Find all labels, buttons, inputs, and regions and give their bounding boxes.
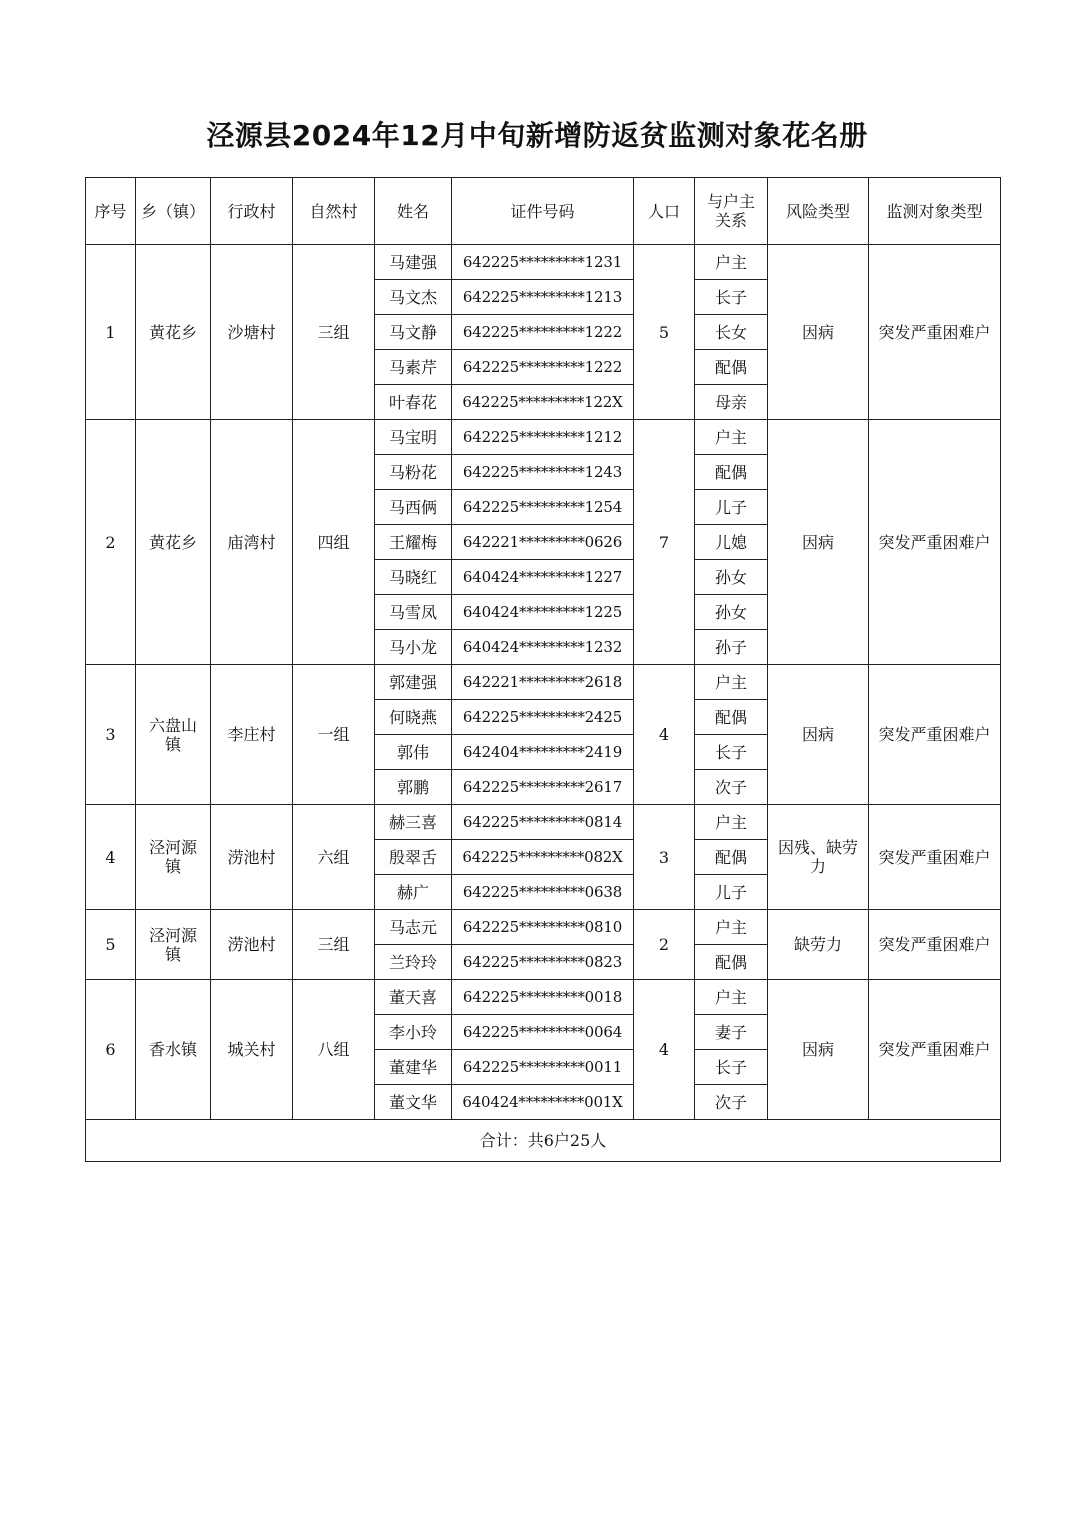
- member-relation: 长子: [695, 735, 768, 770]
- member-id-number: 642225*********0638: [452, 875, 634, 910]
- household-natural-village: 三组: [293, 245, 375, 420]
- header-seq: 序号: [86, 178, 136, 245]
- member-name: 马晓红: [375, 560, 452, 595]
- household-monitor-type: 突发严重困难户: [869, 420, 1001, 665]
- household-natural-village: 一组: [293, 665, 375, 805]
- member-row: [86, 910, 1001, 945]
- member-relation: 长女: [695, 315, 768, 350]
- household-risk-type: 因病: [768, 420, 869, 665]
- member-id-number: 642225*********2617: [452, 770, 634, 805]
- household-admin-village: 李庄村: [211, 665, 293, 805]
- member-relation: 户主: [695, 245, 768, 280]
- header-row: [86, 178, 1001, 245]
- page-title: 泾源县2024年12月中旬新增防返贫监测对象花名册: [206, 119, 868, 152]
- member-id-number: 642225*********082X: [452, 840, 634, 875]
- member-name: 赫广: [375, 875, 452, 910]
- member-id-number: 642225*********1212: [452, 420, 634, 455]
- total-row: [86, 1120, 1001, 1162]
- member-id-number: 642221*********0626: [452, 525, 634, 560]
- member-relation: 配偶: [695, 945, 768, 980]
- member-name: 董文华: [375, 1085, 452, 1120]
- total-summary: 合计：共6户25人: [86, 1120, 1001, 1162]
- member-name: 郭建强: [375, 665, 452, 700]
- household-monitor-type: 突发严重困难户: [869, 245, 1001, 420]
- member-relation: 次子: [695, 1085, 768, 1120]
- household-risk-type: 因病: [768, 665, 869, 805]
- member-name: 马建强: [375, 245, 452, 280]
- member-name: 王耀梅: [375, 525, 452, 560]
- header-relation: 与户主关系: [695, 178, 768, 245]
- roster-table: [85, 177, 1001, 1162]
- header-township: 乡（镇）: [136, 178, 211, 245]
- household-monitor-type: 突发严重困难户: [869, 665, 1001, 805]
- member-name: 郭鹏: [375, 770, 452, 805]
- header-monitor-type: 监测对象类型: [869, 178, 1001, 245]
- household-population: 4: [634, 980, 695, 1120]
- header-id-number: 证件号码: [452, 178, 634, 245]
- member-name: 兰玲玲: [375, 945, 452, 980]
- household-population: 4: [634, 665, 695, 805]
- household-risk-type: 缺劳力: [768, 910, 869, 980]
- household-population: 5: [634, 245, 695, 420]
- household-risk-type: 因病: [768, 980, 869, 1120]
- header-natural-village: 自然村: [293, 178, 375, 245]
- household-natural-village: 八组: [293, 980, 375, 1120]
- household-admin-village: 庙湾村: [211, 420, 293, 665]
- member-relation: 户主: [695, 910, 768, 945]
- member-relation: 儿子: [695, 490, 768, 525]
- household-township: 泾河源镇: [136, 805, 211, 910]
- member-name: 郭伟: [375, 735, 452, 770]
- member-id-number: 642225*********2425: [452, 700, 634, 735]
- household-township: 香水镇: [136, 980, 211, 1120]
- member-row: [86, 980, 1001, 1015]
- member-name: 马小龙: [375, 630, 452, 665]
- member-id-number: 642225*********0011: [452, 1050, 634, 1085]
- household-admin-village: 沙塘村: [211, 245, 293, 420]
- member-name: 赫三喜: [375, 805, 452, 840]
- member-id-number: 642221*********2618: [452, 665, 634, 700]
- member-relation: 长子: [695, 280, 768, 315]
- household-seq: 3: [86, 665, 136, 805]
- household-natural-village: 三组: [293, 910, 375, 980]
- member-name: 殷翠舌: [375, 840, 452, 875]
- household-monitor-type: 突发严重困难户: [869, 805, 1001, 910]
- member-name: 马文静: [375, 315, 452, 350]
- member-id-number: 642225*********0823: [452, 945, 634, 980]
- household-monitor-type: 突发严重困难户: [869, 910, 1001, 980]
- member-relation: 配偶: [695, 455, 768, 490]
- header-name: 姓名: [375, 178, 452, 245]
- household-risk-type: 因病: [768, 245, 869, 420]
- member-name: 叶春花: [375, 385, 452, 420]
- member-id-number: 642225*********0018: [452, 980, 634, 1015]
- member-relation: 妻子: [695, 1015, 768, 1050]
- member-id-number: 642225*********1222: [452, 350, 634, 385]
- member-name: 董天喜: [375, 980, 452, 1015]
- household-admin-village: 涝池村: [211, 910, 293, 980]
- household-township: 黄花乡: [136, 420, 211, 665]
- member-row: [86, 665, 1001, 700]
- member-relation: 孙女: [695, 595, 768, 630]
- household-seq: 6: [86, 980, 136, 1120]
- member-id-number: 642225*********1213: [452, 280, 634, 315]
- household-seq: 4: [86, 805, 136, 910]
- household-seq: 2: [86, 420, 136, 665]
- member-name: 马雪凤: [375, 595, 452, 630]
- member-id-number: 642404*********2419: [452, 735, 634, 770]
- member-name: 马素芹: [375, 350, 452, 385]
- member-relation: 孙女: [695, 560, 768, 595]
- member-relation: 母亲: [695, 385, 768, 420]
- household-seq: 1: [86, 245, 136, 420]
- member-relation: 户主: [695, 805, 768, 840]
- household-township: 泾河源镇: [136, 910, 211, 980]
- household-township: 黄花乡: [136, 245, 211, 420]
- header-risk-type: 风险类型: [768, 178, 869, 245]
- member-relation: 户主: [695, 980, 768, 1015]
- member-id-number: 642225*********0814: [452, 805, 634, 840]
- member-relation: 儿媳: [695, 525, 768, 560]
- member-relation: 次子: [695, 770, 768, 805]
- member-id-number: 640424*********1227: [452, 560, 634, 595]
- member-name: 马粉花: [375, 455, 452, 490]
- member-name: 马西俩: [375, 490, 452, 525]
- member-id-number: 642225*********122X: [452, 385, 634, 420]
- member-relation: 儿子: [695, 875, 768, 910]
- member-name: 李小玲: [375, 1015, 452, 1050]
- household-population: 3: [634, 805, 695, 910]
- member-relation: 户主: [695, 420, 768, 455]
- member-id-number: 642225*********1254: [452, 490, 634, 525]
- member-relation: 配偶: [695, 350, 768, 385]
- household-monitor-type: 突发严重困难户: [869, 980, 1001, 1120]
- household-township: 六盘山镇: [136, 665, 211, 805]
- household-seq: 5: [86, 910, 136, 980]
- member-relation: 孙子: [695, 630, 768, 665]
- member-relation: 户主: [695, 665, 768, 700]
- member-name: 马文杰: [375, 280, 452, 315]
- member-row: [86, 245, 1001, 280]
- member-name: 马宝明: [375, 420, 452, 455]
- member-id-number: 642225*********0064: [452, 1015, 634, 1050]
- header-population: 人口: [634, 178, 695, 245]
- household-natural-village: 六组: [293, 805, 375, 910]
- household-population: 7: [634, 420, 695, 665]
- member-name: 董建华: [375, 1050, 452, 1085]
- member-id-number: 640424*********1232: [452, 630, 634, 665]
- member-id-number: 642225*********1243: [452, 455, 634, 490]
- household-admin-village: 涝池村: [211, 805, 293, 910]
- household-admin-village: 城关村: [211, 980, 293, 1120]
- member-relation: 长子: [695, 1050, 768, 1085]
- household-risk-type: 因残、缺劳力: [768, 805, 869, 910]
- member-relation: 配偶: [695, 700, 768, 735]
- member-relation: 配偶: [695, 840, 768, 875]
- header-admin-village: 行政村: [211, 178, 293, 245]
- household-natural-village: 四组: [293, 420, 375, 665]
- member-id-number: 642225*********0810: [452, 910, 634, 945]
- member-id-number: 640424*********001X: [452, 1085, 634, 1120]
- member-row: [86, 420, 1001, 455]
- member-id-number: 642225*********1222: [452, 315, 634, 350]
- member-row: [86, 805, 1001, 840]
- member-id-number: 640424*********1225: [452, 595, 634, 630]
- member-name: 何晓燕: [375, 700, 452, 735]
- member-id-number: 642225*********1231: [452, 245, 634, 280]
- roster-body: [86, 245, 1001, 1120]
- household-population: 2: [634, 910, 695, 980]
- member-name: 马志元: [375, 910, 452, 945]
